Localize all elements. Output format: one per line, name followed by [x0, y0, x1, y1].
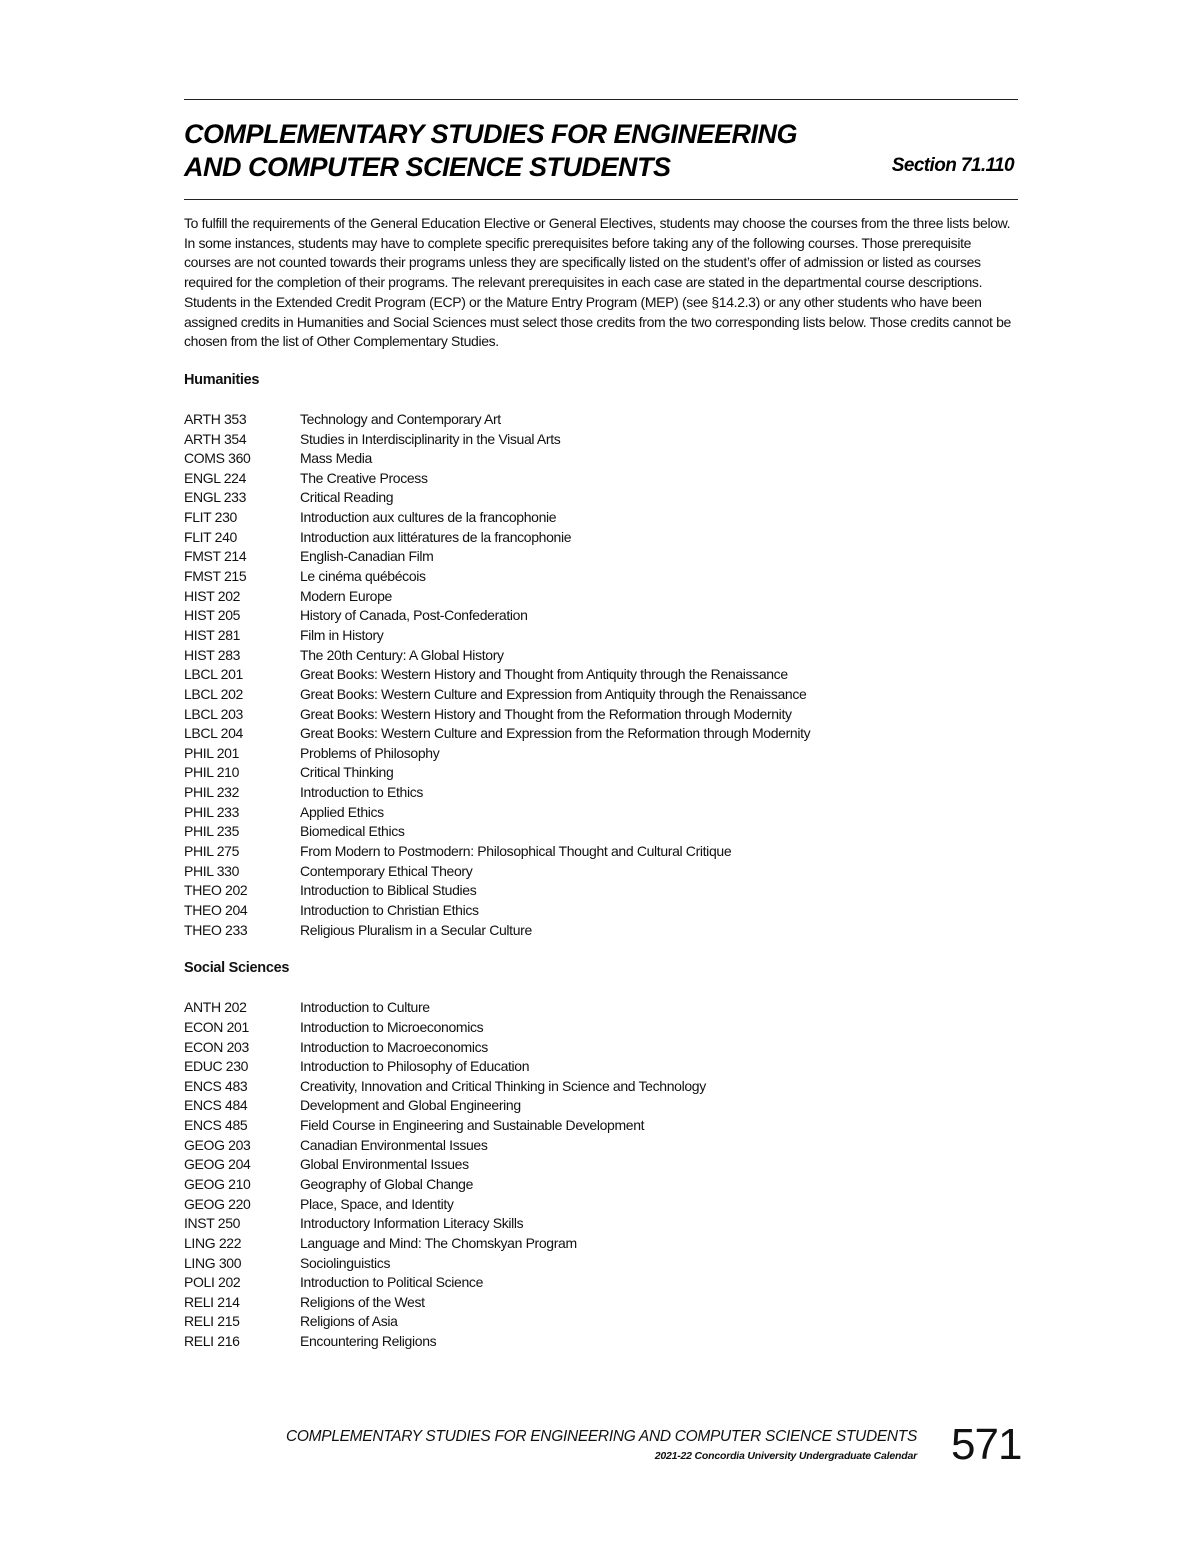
intro-text: [184, 214, 1018, 352]
course-row: [184, 822, 1018, 842]
course-title: Introduction to Political Science: [300, 1274, 484, 1291]
course-title: Development and Global Engineering: [300, 1097, 521, 1114]
course-title: Studies in Interdisciplinarity in the Visual Arts: [300, 430, 561, 447]
intro-paragraph-1: To fulfill the requirements of the General Education Elective or General Electives, students may choose the courses from the three lists below. In some instances, students may have to complete specific prerequisites before taking any of the following courses. Those prerequisite courses are not counted towards their programs unless they are specifically listed on the student’s offer of admission or listed as courses required for the completion of their programs. The relevant prerequisites in each case are stated in the departmental course descriptions.: [184, 215, 1011, 291]
course-title: Introduction to Ethics: [300, 784, 424, 801]
course-title: The Creative Process: [300, 469, 428, 486]
course-title: Great Books: Western History and Thought from Antiquity through the Renaissance: [300, 666, 788, 683]
course-code: GEOG 210: [184, 1175, 251, 1192]
page-header: [184, 100, 1018, 199]
course-title: Encountering Religions: [300, 1333, 437, 1350]
social-sciences-heading: Social Sciences: [184, 960, 290, 977]
course-row: [184, 1195, 1018, 1215]
course-row: [184, 1175, 1018, 1195]
course-code: PHIL 210: [184, 764, 240, 781]
course-code: GEOG 204: [184, 1156, 251, 1173]
footer-subtitle: 2021-22 Concordia University Undergraduate Calendar: [654, 1450, 917, 1462]
course-row: [184, 449, 1018, 469]
course-title: Le cinéma québécois: [300, 568, 426, 585]
course-row: [184, 901, 1018, 921]
course-row: [184, 1332, 1018, 1352]
course-title: Religions of Asia: [300, 1313, 398, 1330]
course-title: Geography of Global Change: [300, 1175, 474, 1192]
course-row: [184, 1116, 1018, 1136]
course-row: [184, 567, 1018, 587]
course-title: Introduction to Christian Ethics: [300, 901, 479, 918]
course-code: ANTH 202: [184, 999, 247, 1016]
course-row: [184, 744, 1018, 764]
course-code: THEO 233: [184, 921, 248, 938]
course-row: [184, 1018, 1018, 1038]
course-row: [184, 410, 1018, 430]
course-row: [184, 1254, 1018, 1274]
course-title: Introduction aux cultures de la francophonie: [300, 509, 557, 526]
course-code: HIST 202: [184, 587, 241, 604]
course-code: FLIT 240: [184, 528, 237, 545]
course-title: Global Environmental Issues: [300, 1156, 469, 1173]
course-title: Great Books: Western Culture and Expression from Antiquity through the Renaissance: [300, 685, 807, 702]
course-row: [184, 469, 1018, 489]
course-title: English-Canadian Film: [300, 548, 434, 565]
course-code: THEO 202: [184, 882, 248, 899]
course-row: [184, 763, 1018, 783]
course-code: ECON 201: [184, 1018, 249, 1035]
course-title: Applied Ethics: [300, 803, 384, 820]
course-row: [184, 1096, 1018, 1116]
course-row: [184, 430, 1018, 450]
course-row: [184, 1136, 1018, 1156]
course-title: Introduction to Philosophy of Education: [300, 1058, 530, 1075]
course-row: [184, 1057, 1018, 1077]
page-footer: [0, 1420, 1200, 1480]
course-code: GEOG 203: [184, 1136, 251, 1153]
course-title: Modern Europe: [300, 587, 392, 604]
course-title: Canadian Environmental Issues: [300, 1136, 488, 1153]
course-row: [184, 508, 1018, 528]
course-code: FLIT 230: [184, 509, 237, 526]
course-title: Great Books: Western Culture and Expression from the Reformation through Modernity: [300, 725, 811, 742]
course-row: [184, 606, 1018, 626]
course-code: ARTH 354: [184, 430, 247, 447]
course-code: PHIL 201: [184, 744, 240, 761]
course-title: Introduction to Microeconomics: [300, 1018, 484, 1035]
course-title: From Modern to Postmodern: Philosophical Thought and Cultural Critique: [300, 843, 732, 860]
course-row: [184, 803, 1018, 823]
course-title: Sociolinguistics: [300, 1254, 391, 1271]
course-code: PHIL 232: [184, 784, 240, 801]
course-code: LBCL 203: [184, 705, 243, 722]
course-code: RELI 215: [184, 1313, 240, 1330]
course-title: Great Books: Western History and Thought from the Reformation through Modernity: [300, 705, 792, 722]
course-title: Introduction aux littératures de la francophonie: [300, 528, 572, 545]
course-title: Mass Media: [300, 450, 372, 467]
course-title: Contemporary Ethical Theory: [300, 862, 473, 879]
course-code: LBCL 201: [184, 666, 243, 683]
course-code: HIST 283: [184, 646, 241, 663]
course-title: Field Course in Engineering and Sustainable Development: [300, 1117, 645, 1134]
course-row: [184, 1038, 1018, 1058]
course-code: PHIL 233: [184, 803, 240, 820]
course-title: Technology and Contemporary Art: [300, 410, 501, 427]
course-row: [184, 1312, 1018, 1332]
course-title: Religions of the West: [300, 1293, 425, 1310]
course-code: FMST 215: [184, 568, 247, 585]
course-row: [184, 1234, 1018, 1254]
course-code: PHIL 235: [184, 823, 240, 840]
course-title: Introductory Information Literacy Skills: [300, 1215, 524, 1232]
course-code: LING 222: [184, 1234, 242, 1251]
course-row: [184, 783, 1018, 803]
course-title: Introduction to Biblical Studies: [300, 882, 477, 899]
course-code: PHIL 275: [184, 843, 240, 860]
section-number: Section 71.110: [891, 155, 1014, 176]
course-code: GEOG 220: [184, 1195, 251, 1212]
course-code: POLI 202: [184, 1274, 241, 1291]
course-row: [184, 881, 1018, 901]
course-row: [184, 528, 1018, 548]
course-code: INST 250: [184, 1215, 241, 1232]
course-row: [184, 1077, 1018, 1097]
course-title: The 20th Century: A Global History: [300, 646, 504, 663]
intro-paragraph-2: Students in the Extended Credit Program (ECP) or the Mature Entry Program (MEP) (see §14.2.3) or any other students who have been assigned credits in Humanities and Social Sciences must select those credits from the two corresponding lists below. Those credits cannot be chosen from the list of Other Complementary Studies.: [184, 293, 1011, 350]
course-row: [184, 1155, 1018, 1175]
course-code: ENGL 233: [184, 489, 247, 506]
humanities-heading: Humanities: [184, 371, 260, 388]
header-rule: [184, 199, 1018, 200]
course-title: Critical Thinking: [300, 764, 394, 781]
course-row: [184, 705, 1018, 725]
humanities-course-list: [184, 410, 1018, 940]
course-code: ARTH 353: [184, 410, 247, 427]
course-row: [184, 547, 1018, 567]
course-row: [184, 626, 1018, 646]
course-code: PHIL 330: [184, 862, 240, 879]
course-row: [184, 665, 1018, 685]
course-code: ECON 203: [184, 1038, 249, 1055]
course-title: Critical Reading: [300, 489, 394, 506]
course-code: HIST 205: [184, 607, 241, 624]
page-title: [184, 118, 797, 184]
course-title: Problems of Philosophy: [300, 744, 440, 761]
course-row: [184, 724, 1018, 744]
course-code: LBCL 202: [184, 685, 243, 702]
course-title: Introduction to Macroeconomics: [300, 1038, 488, 1055]
title-line-1: COMPLEMENTARY STUDIES FOR ENGINEERING: [184, 119, 798, 149]
course-code: ENCS 485: [184, 1117, 248, 1134]
social-sciences-course-list: [184, 998, 1018, 1352]
course-row: [184, 1293, 1018, 1313]
course-row: [184, 488, 1018, 508]
course-title: Place, Space, and Identity: [300, 1195, 454, 1212]
course-code: FMST 214: [184, 548, 247, 565]
page-number: 571: [951, 1420, 1022, 1469]
course-title: History of Canada, Post-Confederation: [300, 607, 528, 624]
course-row: [184, 862, 1018, 882]
course-title: Language and Mind: The Chomskyan Program: [300, 1234, 577, 1251]
course-row: [184, 587, 1018, 607]
course-code: EDUC 230: [184, 1058, 249, 1075]
course-code: ENCS 483: [184, 1077, 248, 1094]
course-title: Creativity, Innovation and Critical Thinking in Science and Technology: [300, 1077, 706, 1094]
course-title: Introduction to Culture: [300, 999, 430, 1016]
course-row: [184, 921, 1018, 941]
page-content: [184, 99, 1018, 1352]
course-title: Religious Pluralism in a Secular Culture: [300, 921, 532, 938]
course-row: [184, 842, 1018, 862]
course-row: [184, 685, 1018, 705]
course-code: RELI 214: [184, 1293, 240, 1310]
course-title: Biomedical Ethics: [300, 823, 405, 840]
footer-title: COMPLEMENTARY STUDIES FOR ENGINEERING AND COMPUTER SCIENCE STUDENTS: [286, 1428, 917, 1445]
course-code: RELI 216: [184, 1333, 240, 1350]
course-code: THEO 204: [184, 901, 248, 918]
course-code: ENCS 484: [184, 1097, 248, 1114]
course-code: COMS 360: [184, 450, 251, 467]
course-code: LBCL 204: [184, 725, 243, 742]
course-code: ENGL 224: [184, 469, 247, 486]
course-row: [184, 1273, 1018, 1293]
course-row: [184, 1214, 1018, 1234]
title-line-2: AND COMPUTER SCIENCE STUDENTS: [184, 152, 671, 182]
course-code: LING 300: [184, 1254, 242, 1271]
course-code: HIST 281: [184, 626, 241, 643]
course-row: [184, 998, 1018, 1018]
course-title: Film in History: [300, 626, 384, 643]
course-row: [184, 646, 1018, 666]
